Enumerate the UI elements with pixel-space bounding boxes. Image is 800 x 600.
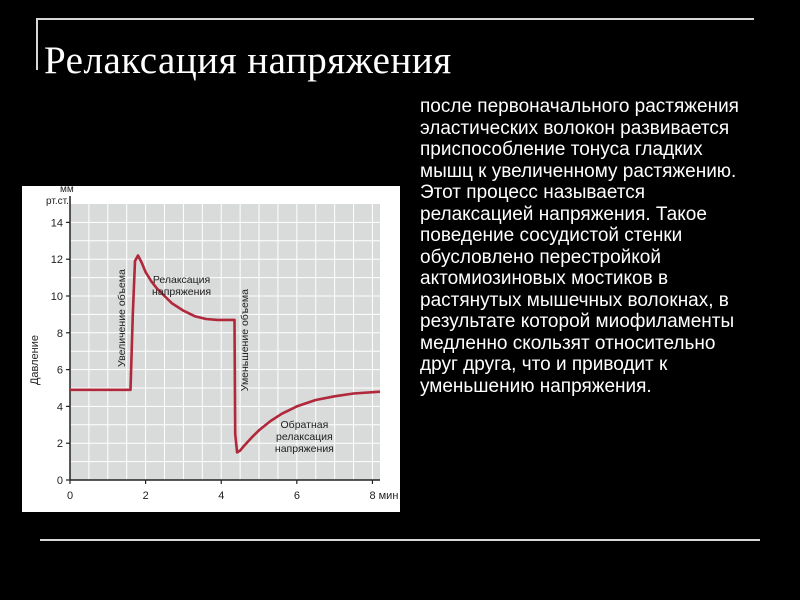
annotation-label: Увеличение объема — [116, 269, 129, 367]
y-unit-label: мм — [60, 186, 74, 195]
annotation-label: Обратная релаксация напряжения — [274, 418, 334, 455]
x-tick-label: 8 мин — [369, 490, 399, 502]
y-tick-label: 0 — [56, 475, 63, 487]
slide-title: Релаксация напряжения — [44, 39, 452, 82]
chart-svg — [22, 186, 400, 512]
y-axis-title: Давление — [29, 334, 41, 386]
y-tick-label: 10 — [50, 291, 63, 303]
description-paragraph: после первоначального растяжения эластических волокон развивается приспособление тонуса гладких мышц к увеличенному растяжению. Этот процесс называется релаксацией напряжения. Такое поведение сосудистой стенки обусловлено перестройкой актомиозиновых мостиков в растянутых мышечных волокнах, в результате которой миофиламенты медленно скользят относительно друг друга, что и приводит к уменьшению напряжения. — [420, 96, 739, 397]
y-tick-label: 4 — [56, 401, 63, 414]
x-tick-label: 2 — [142, 490, 149, 502]
bottom-divider-line — [40, 539, 760, 541]
y-tick-label: 14 — [50, 217, 63, 230]
x-tick-label: 4 — [218, 490, 225, 502]
y-tick-label: 8 — [56, 327, 63, 340]
top-divider-corner — [36, 18, 38, 70]
x-tick-label: 0 — [67, 490, 74, 502]
y-tick-label: 2 — [56, 438, 63, 451]
stress-relaxation-chart — [22, 186, 400, 512]
y-tick-label: 6 — [56, 364, 63, 377]
y-unit-label: рт.ст. — [46, 196, 69, 207]
y-tick-label: 12 — [50, 254, 63, 267]
top-divider-line — [36, 18, 754, 20]
annotation-label: Релаксация напряжения — [152, 273, 212, 298]
annotation-label: Уменьшение объема — [238, 289, 251, 392]
x-tick-label: 6 — [293, 490, 300, 502]
